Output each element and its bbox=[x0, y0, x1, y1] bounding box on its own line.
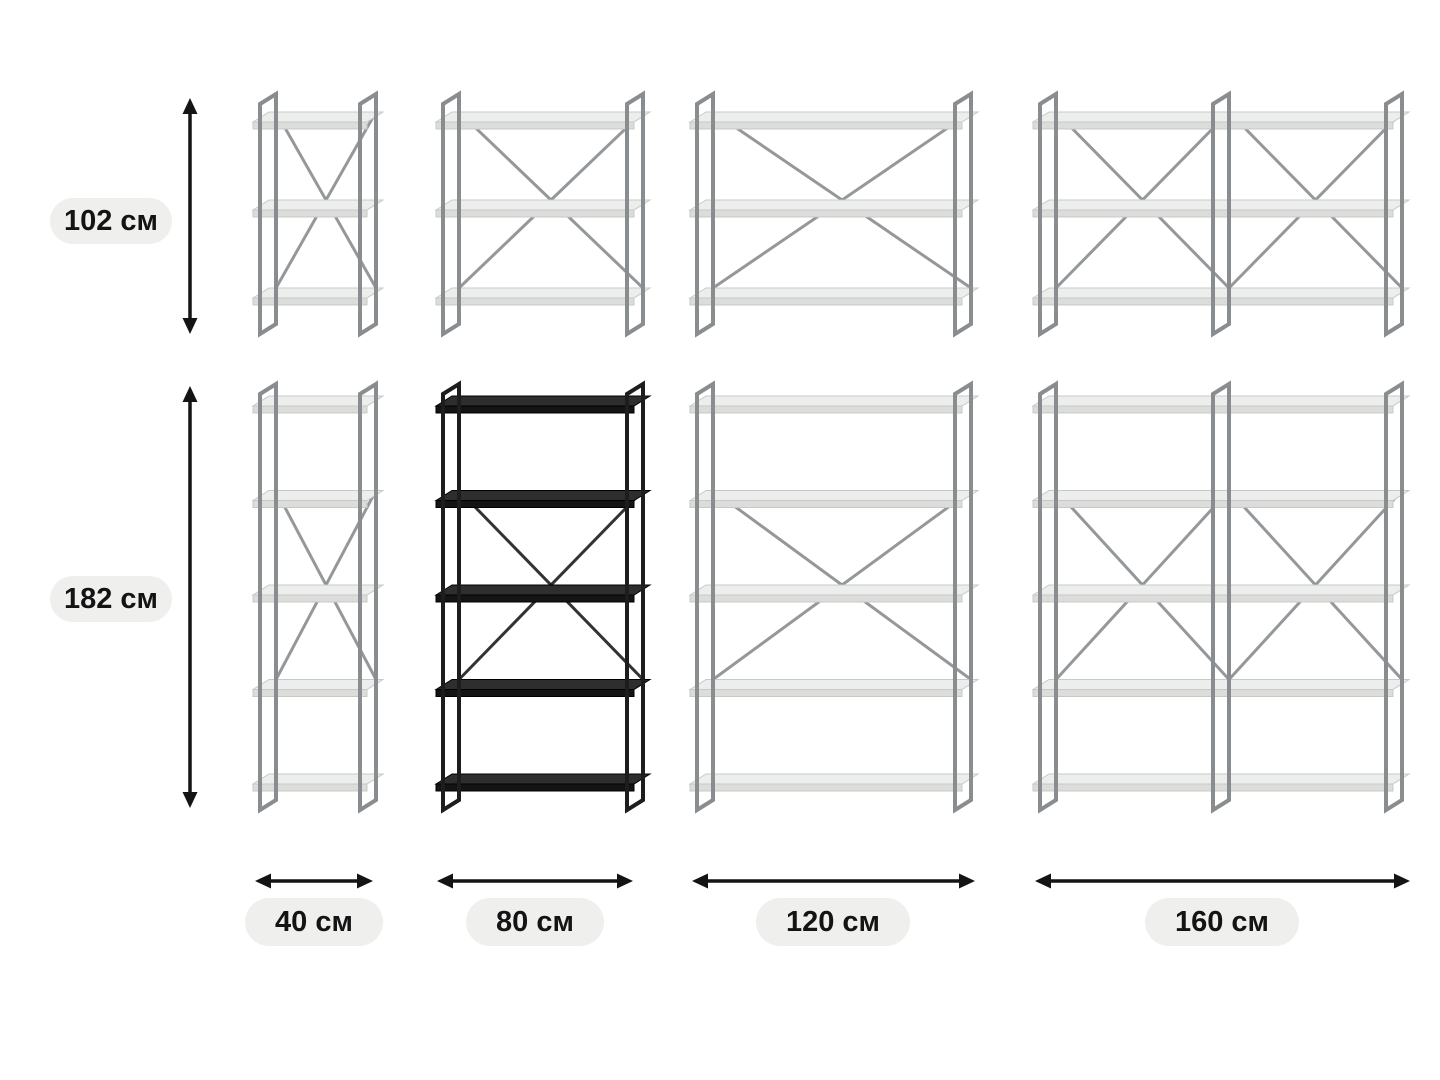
shelf-unit-40x102 bbox=[253, 94, 383, 334]
width-label-40cm: 40 см bbox=[245, 898, 383, 946]
height-label-102cm: 102 см bbox=[50, 198, 172, 244]
width-arrow-80cm bbox=[437, 874, 633, 889]
height-arrow-182cm bbox=[183, 386, 198, 808]
shelf-unit-120x182 bbox=[690, 384, 978, 810]
width-label-80cm: 80 см bbox=[466, 898, 604, 946]
shelf-unit-160x182 bbox=[1033, 384, 1409, 810]
shelf-unit-160x102 bbox=[1033, 94, 1409, 334]
width-label-120cm: 120 см bbox=[756, 898, 910, 946]
width-arrow-160cm bbox=[1035, 874, 1410, 889]
shelf-unit-80x182 bbox=[436, 384, 650, 810]
width-arrow-40cm bbox=[255, 874, 373, 889]
shelf-unit-120x102 bbox=[690, 94, 978, 334]
shelf-unit-40x182 bbox=[253, 384, 383, 810]
height-arrow-102cm bbox=[183, 98, 198, 334]
shelf-unit-80x102 bbox=[436, 94, 650, 334]
width-label-160cm: 160 см bbox=[1145, 898, 1299, 946]
width-arrow-120cm bbox=[692, 874, 975, 889]
height-label-182cm: 182 см bbox=[50, 576, 172, 622]
